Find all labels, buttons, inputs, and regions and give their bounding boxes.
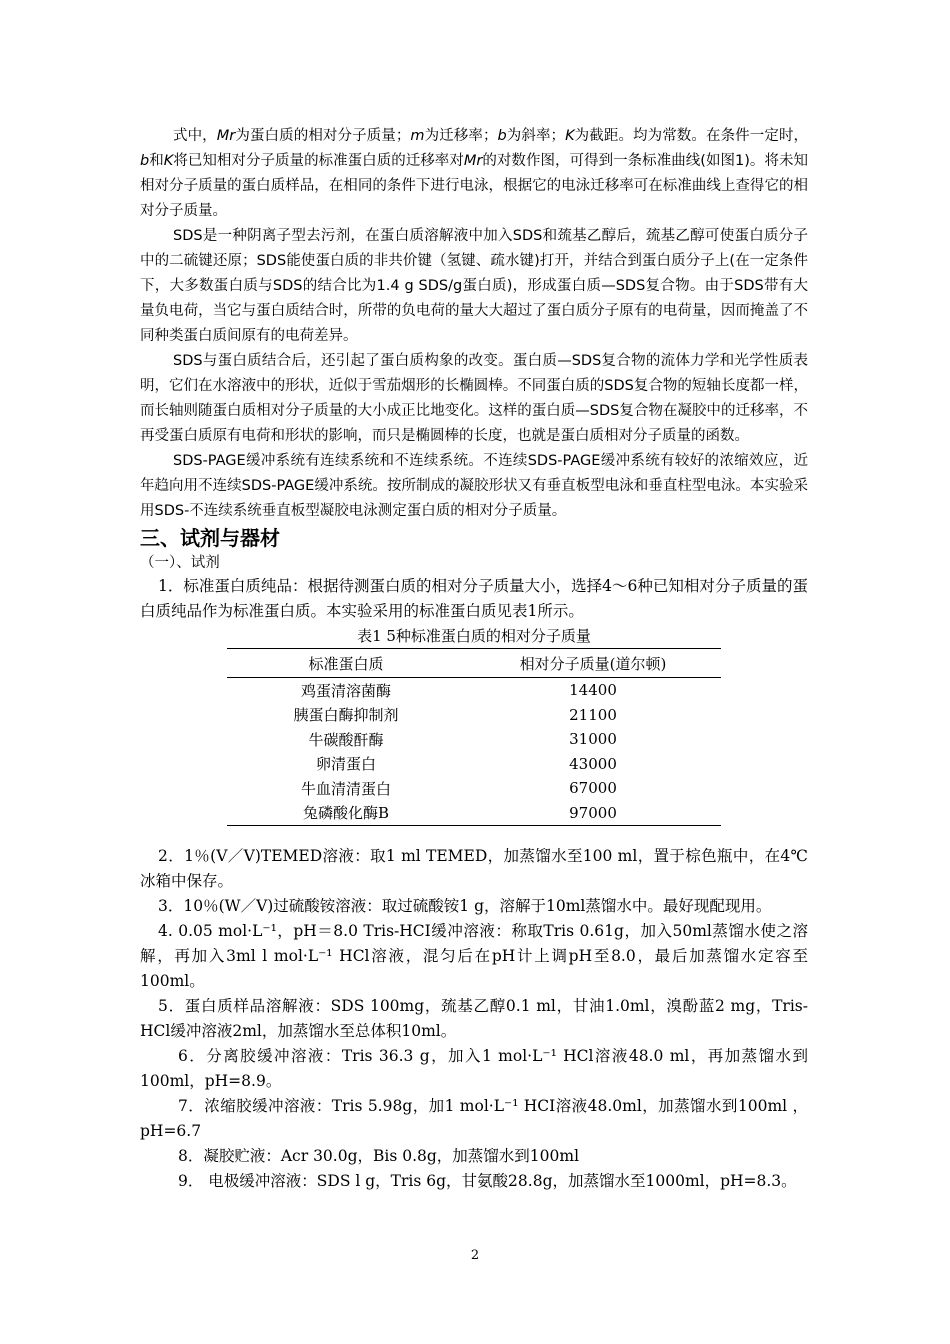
text-run: 为截距。均为常数。在条件一定时， [574,128,809,144]
protein-name-cell: 胰蛋白酶抑制剂 [293,706,399,725]
paragraph-conformation: SDS与蛋白质结合后，还引起了蛋白质构象的改变。蛋白质—SDS复合物的流体力学和光学性质表明，它们在水溶液中的形状，近似于雪茄烟形的长椭圆棒。不同蛋白质的SDS复合物的短轴长度都一样，而长轴则随蛋白质相对分子质量的大小成正比地变化。这样的蛋白质—SDS复合物在凝胶中的迁移率，不再受蛋白质原有电荷和形状的影响，而只是椭圆棒的长度，也就是蛋白质相对分子质量的函数。 [140,353,808,444]
protein-name-cell: 牛碳酸酐酶 [308,730,384,749]
protein-mass-cell: 97000 [569,803,617,822]
reagent-item-9: 9． 电极缓冲溶液：SDS l g，Tris 6g，甘氨酸28.8g，加蒸馏水至1000ml，pH=8.3。 [178,1172,797,1190]
reagent-item-6: 6．分离胶缓冲溶液：Tris 36.3 g，加入1 mol·L⁻¹ HCl溶液48.0 ml，再加蒸馏水到100ml，pH=8.9。 [140,1047,808,1090]
reagent-item-8: 8．凝胶贮液：Acr 30.0g，Bis 0.8g，加蒸馏水到100ml [178,1147,580,1165]
symbol-k: K [163,153,174,169]
reagent-item-7: 7．浓缩胶缓冲溶液：Tris 5.98g，加1 mol·L⁻¹ HCI溶液48.0ml，加蒸馏水到100ml ，pH=6.7 [140,1097,808,1140]
symbol-m: m [410,128,425,144]
spacer [140,826,808,844]
symbol-mr: Mr [463,153,483,169]
symbol-k: K [565,128,575,144]
protein-name-cell: 鸡蛋清溶菌酶 [300,681,391,700]
reagent-item-4: 4. 0.05 mol·L⁻¹，pH＝8.0 Tris-HCI缓冲溶液：称取Tris 0.61g，加入50ml蒸馏水使之溶解，再加入3ml l mol·L⁻¹ HCl溶液，混匀后在pH计上调pH至8.0，最后加蒸馏水定容至100ml。 [140,922,808,990]
reagent-item-1: 1．标准蛋白质纯品：根据待测蛋白质的相对分子质量大小，选择4～6种已知相对分子质量的蛋白质纯品作为标准蛋白质。本实验采用的标准蛋白质见表1所示。 [140,577,808,620]
table-row [227,727,721,752]
section-heading: 三、试剂与器材 [140,526,280,550]
text-run: 的对数作图，可得到一条标准曲线(如图1)。将未知相对分子质量的蛋白质样品，在相同的条件下进行电泳，根据它的电泳迁移率可在标准曲线上查得它的相对分子质量。 [140,153,808,219]
text-run: 为蛋白质的相对分子质量； [235,128,411,144]
subsection-heading: （一）、试剂 [140,555,220,571]
reagent-item-2: 2．1％(V／V)TEMED溶液：取1 ml TEMED，加蒸馏水至100 ml，置于棕色瓶中，在4℃冰箱中保存。 [140,847,808,890]
protein-name-cell: 兔磷酸化酶B [302,804,390,823]
symbol-b: b [140,153,150,169]
table-row [227,678,721,703]
symbol-b: b [497,128,507,144]
reagent-item-3: 3．10％(W／V)过硫酸铵溶液：取过硫酸铵1 g，溶解于10ml蒸馏水中。最好现配现用。 [158,897,772,915]
protein-name-cell: 牛血清清蛋白 [300,779,391,798]
column-header-mass: 相对分子质量(道尔顿) [465,649,721,678]
protein-mass-cell: 31000 [569,730,617,749]
paragraph-formula-explanation [140,124,808,224]
text-run: 为斜率； [506,128,566,144]
standard-protein-table [227,648,721,826]
table-row [227,703,721,728]
text-run: 将已知相对分子质量的标准蛋白质的迁移率对 [173,153,464,169]
text-run: 式中， [173,128,217,144]
protein-mass-cell: 14400 [569,681,617,700]
table-row [227,801,721,826]
table-row [227,776,721,801]
column-header-protein: 标准蛋白质 [227,649,465,678]
table-row [227,752,721,777]
text-run: 和 [149,153,164,169]
protein-mass-cell: 67000 [569,779,617,798]
table-caption: 表1 5种标准蛋白质的相对分子质量 [357,627,591,645]
protein-name-cell: 卵清蛋白 [315,755,376,774]
table-header-row [227,649,721,678]
paragraph-buffer-system: SDS-PAGE缓冲系统有连续系统和不连续系统。不连续SDS-PAGE缓冲系统有较好的浓缩效应，近年趋向用不连续SDS-PAGE缓冲系统。按所制成的凝胶形状又有垂直板型电泳和垂直柱型电泳。本实验采用SDS-不连续系统垂直板型凝胶电泳测定蛋白质的相对分子质量。 [140,453,808,519]
reagent-item-5: 5．蛋白质样品溶解液：SDS 100mg，巯基乙醇0.1 ml，甘油1.0ml，溴酚蓝2 mg，Tris-HCl缓冲溶液2ml，加蒸馏水至总体积10ml。 [140,997,808,1040]
symbol-mr: Mr [216,128,236,144]
page-number: 2 [470,1248,480,1263]
text-run: 为迁移率； [424,128,498,144]
protein-mass-cell: 21100 [569,705,617,724]
paragraph-sds: SDS是一种阴离子型去污剂，在蛋白质溶解液中加入SDS和巯基乙醇后，巯基乙醇可使蛋白质分子中的二硫键还原；SDS能使蛋白质的非共价键（氢键、疏水键)打开，并结合到蛋白质分子上(在一定条件下，大多数蛋白质与SDS的结合比为1.4 g SDS/g蛋白质)，形成蛋白质—SDS复合物。由于SDS带有大量负电荷，当它与蛋白质结合时，所带的负电荷的量大大超过了蛋白质分子原有的电荷量，因而掩盖了不同种类蛋白质间原有的电荷差异。 [140,228,808,344]
document-page [140,124,808,1194]
protein-mass-cell: 43000 [569,754,617,773]
